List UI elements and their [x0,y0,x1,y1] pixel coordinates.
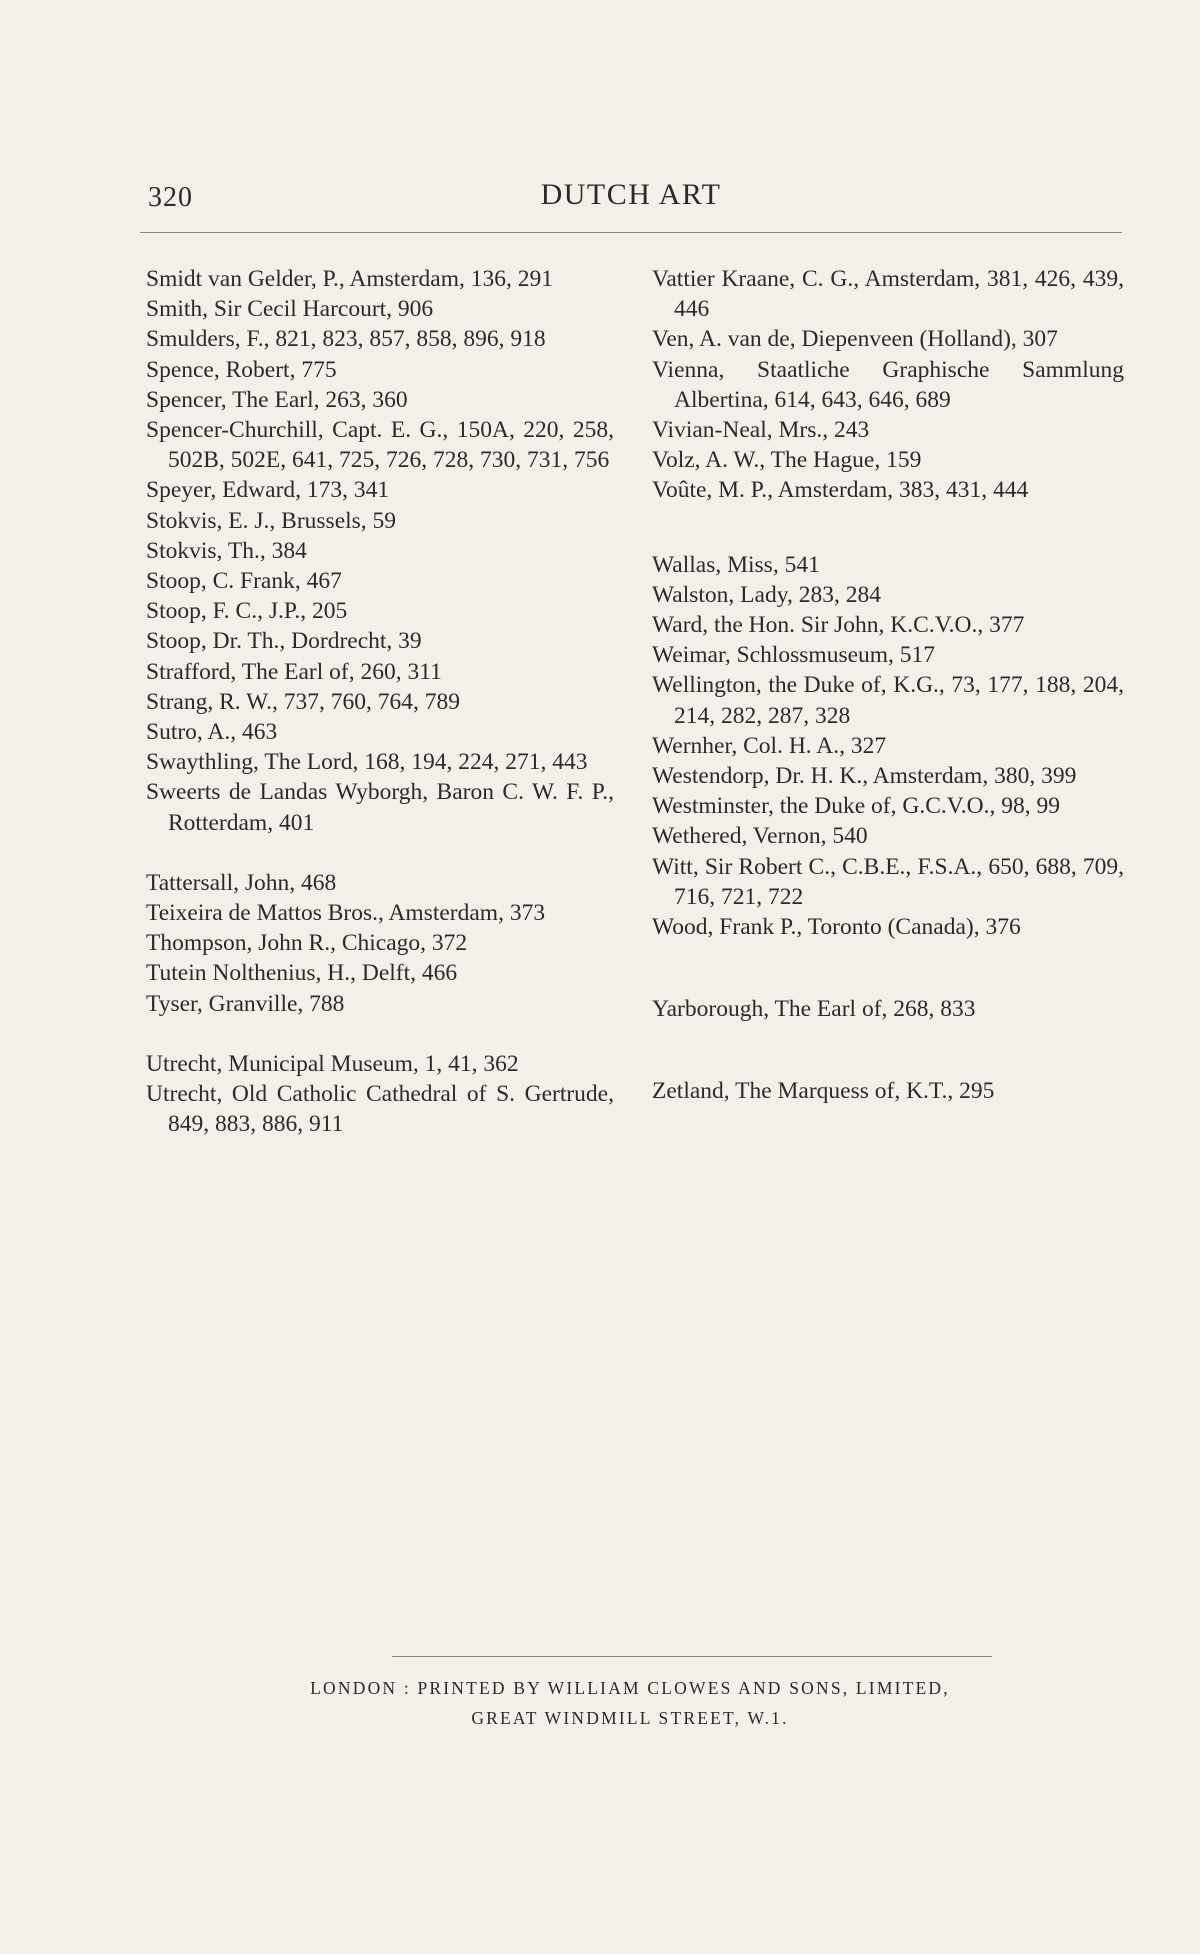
index-entry: Ven, A. van de, Diepenveen (Holland), 307 [652,326,1058,353]
index-entry: Wood, Frank P., Toronto (Canada), 376 [652,914,1021,941]
index-entry: Voûte, M. P., Amsterdam, 383, 431, 444 [652,477,1029,504]
index-column-left [146,264,614,1139]
index-letter-section [652,264,1124,506]
section-gap [146,1019,614,1049]
index-entry: Utrecht, Municipal Museum, 1, 41, 362 [146,1050,519,1077]
page-number: 320 [148,182,193,213]
section-gap [652,942,1124,994]
index-letter-section [652,994,1124,1024]
index-entry: Spence, Robert, 775 [146,356,337,383]
index-entry: Thompson, John R., Chicago, 372 [146,930,468,957]
running-title: DUTCH ART [540,178,722,211]
footer-rule [392,1656,992,1657]
index-letter-section [652,1076,1124,1106]
index-entry: Witt, Sir Robert C., C.B.E., F.S.A., 650, 688, 709, 716, 721, 722 [652,853,1124,910]
index-entry: Smith, Sir Cecil Harcourt, 906 [146,296,434,323]
page-header [140,178,1122,218]
index-entry: Speyer, Edward, 173, 341 [146,477,390,504]
section-gap [146,838,614,868]
index-letter-section [652,550,1124,943]
index-entry: Tattersall, John, 468 [146,869,337,896]
index-entry: Tyser, Granville, 788 [146,990,345,1017]
index-entry: Smulders, F., 821, 823, 857, 858, 896, 918 [146,326,546,353]
index-entry: Zetland, The Marquess of, K.T., 295 [652,1078,995,1105]
index-column-right [652,264,1124,1107]
section-gap [652,1024,1124,1076]
index-entry: Utrecht, Old Catholic Cathedral of S. Gertrude, 849, 883, 886, 911 [146,1081,614,1138]
section-gap [652,506,1124,550]
index-entry: Wethered, Vernon, 540 [652,823,868,850]
index-entry: Spencer-Churchill, Capt. E. G., 150A, 220, 258, 502B, 502E, 641, 725, 726, 728, 730, 731, 756 [146,417,614,474]
index-entry: Stoop, C. Frank, 467 [146,568,342,595]
index-entry: Wallas, Miss, 541 [652,551,820,578]
index-entry: Sutro, A., 463 [146,719,278,746]
index-entry: Stokvis, E. J., Brussels, 59 [146,507,397,534]
index-entry: Stoop, Dr. Th., Dordrecht, 39 [146,628,422,655]
index-entry: Teixeira de Mattos Bros., Amsterdam, 373 [146,900,546,927]
index-entry: Sweerts de Landas Wyborgh, Baron C. W. F. P., Rotterdam, 401 [146,779,614,836]
index-entry: Tutein Nolthenius, H., Delft, 466 [146,960,458,987]
index-entry: Wellington, the Duke of, K.G., 73, 177, 188, 204, 214, 282, 287, 328 [652,672,1124,729]
index-letter-section [146,868,614,1019]
index-entry: Vienna, Staatliche Graphische Sammlung Albertina, 614, 643, 646, 689 [652,356,1124,413]
index-entry: Ward, the Hon. Sir John, K.C.V.O., 377 [652,612,1025,639]
index-entry: Yarborough, The Earl of, 268, 833 [652,996,976,1023]
index-entry: Walston, Lady, 283, 284 [652,581,881,608]
index-letter-section [146,1049,614,1140]
index-entry: Spencer, The Earl, 263, 360 [146,386,408,413]
index-entry: Weimar, Schlossmuseum, 517 [652,642,936,669]
printer-imprint-line-2: GREAT WINDMILL STREET, W.1. [471,1708,789,1728]
index-entry: Stoop, F. C., J.P., 205 [146,598,348,625]
index-entry: Westminster, the Duke of, G.C.V.O., 98, 99 [652,793,1060,820]
printer-imprint-line-1: LONDON : PRINTED BY WILLIAM CLOWES AND SONS, LIMITED, [310,1678,950,1698]
index-entry: Vivian-Neal, Mrs., 243 [652,417,870,444]
index-entry: Swaythling, The Lord, 168, 194, 224, 271, 443 [146,749,588,776]
index-entry: Wernher, Col. H. A., 327 [652,732,887,759]
index-entry: Strang, R. W., 737, 760, 764, 789 [146,688,461,715]
index-letter-section [146,264,614,838]
index-entry: Smidt van Gelder, P., Amsterdam, 136, 291 [146,266,554,292]
index-entry: Volz, A. W., The Hague, 159 [652,447,922,474]
index-entry: Vattier Kraane, C. G., Amsterdam, 381, 426, 439, 446 [652,266,1124,323]
index-entry: Westendorp, Dr. H. K., Amsterdam, 380, 399 [652,763,1077,790]
header-rule [140,232,1122,233]
index-entry: Strafford, The Earl of, 260, 311 [146,658,442,685]
index-entry: Stokvis, Th., 384 [146,537,307,564]
